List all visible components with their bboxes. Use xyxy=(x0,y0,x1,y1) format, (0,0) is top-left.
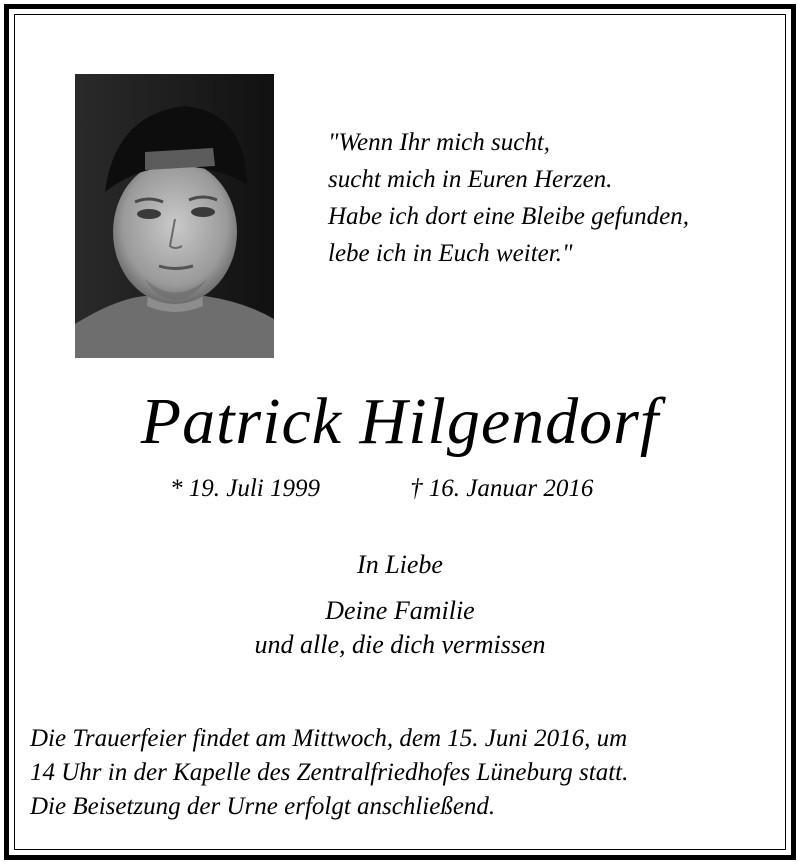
poem-line: "Wenn Ihr mich sucht, xyxy=(328,129,551,156)
birth-date: * 19. Juli 1999 xyxy=(170,475,320,502)
portrait-illustration xyxy=(75,74,274,358)
poem-line: Habe ich dort eine Bleibe gefunden, xyxy=(328,203,689,230)
closing-family: Deine Familie xyxy=(325,596,475,625)
notice-line: Die Beisetzung der Urne erfolgt anschließend. xyxy=(30,793,496,820)
notice-line: 14 Uhr in der Kapelle des Zentralfriedhofes Lüneburg statt. xyxy=(30,759,629,786)
portrait-photo xyxy=(75,74,274,358)
poem-quote xyxy=(328,124,689,272)
poem-line: sucht mich in Euren Herzen. xyxy=(328,166,613,193)
poem-line: lebe ich in Euch weiter." xyxy=(328,240,573,267)
death-date: † 16. Januar 2016 xyxy=(410,475,594,502)
deceased-name: Patrick Hilgendorf xyxy=(140,385,660,458)
closing-mourners: und alle, die dich vermissen xyxy=(254,630,546,659)
closing-block xyxy=(0,548,800,662)
closing-in-love: In Liebe xyxy=(357,550,443,579)
funeral-notice xyxy=(30,722,775,824)
notice-line: Die Trauerfeier findet am Mittwoch, dem 15. Juni 2016, um xyxy=(30,725,628,752)
